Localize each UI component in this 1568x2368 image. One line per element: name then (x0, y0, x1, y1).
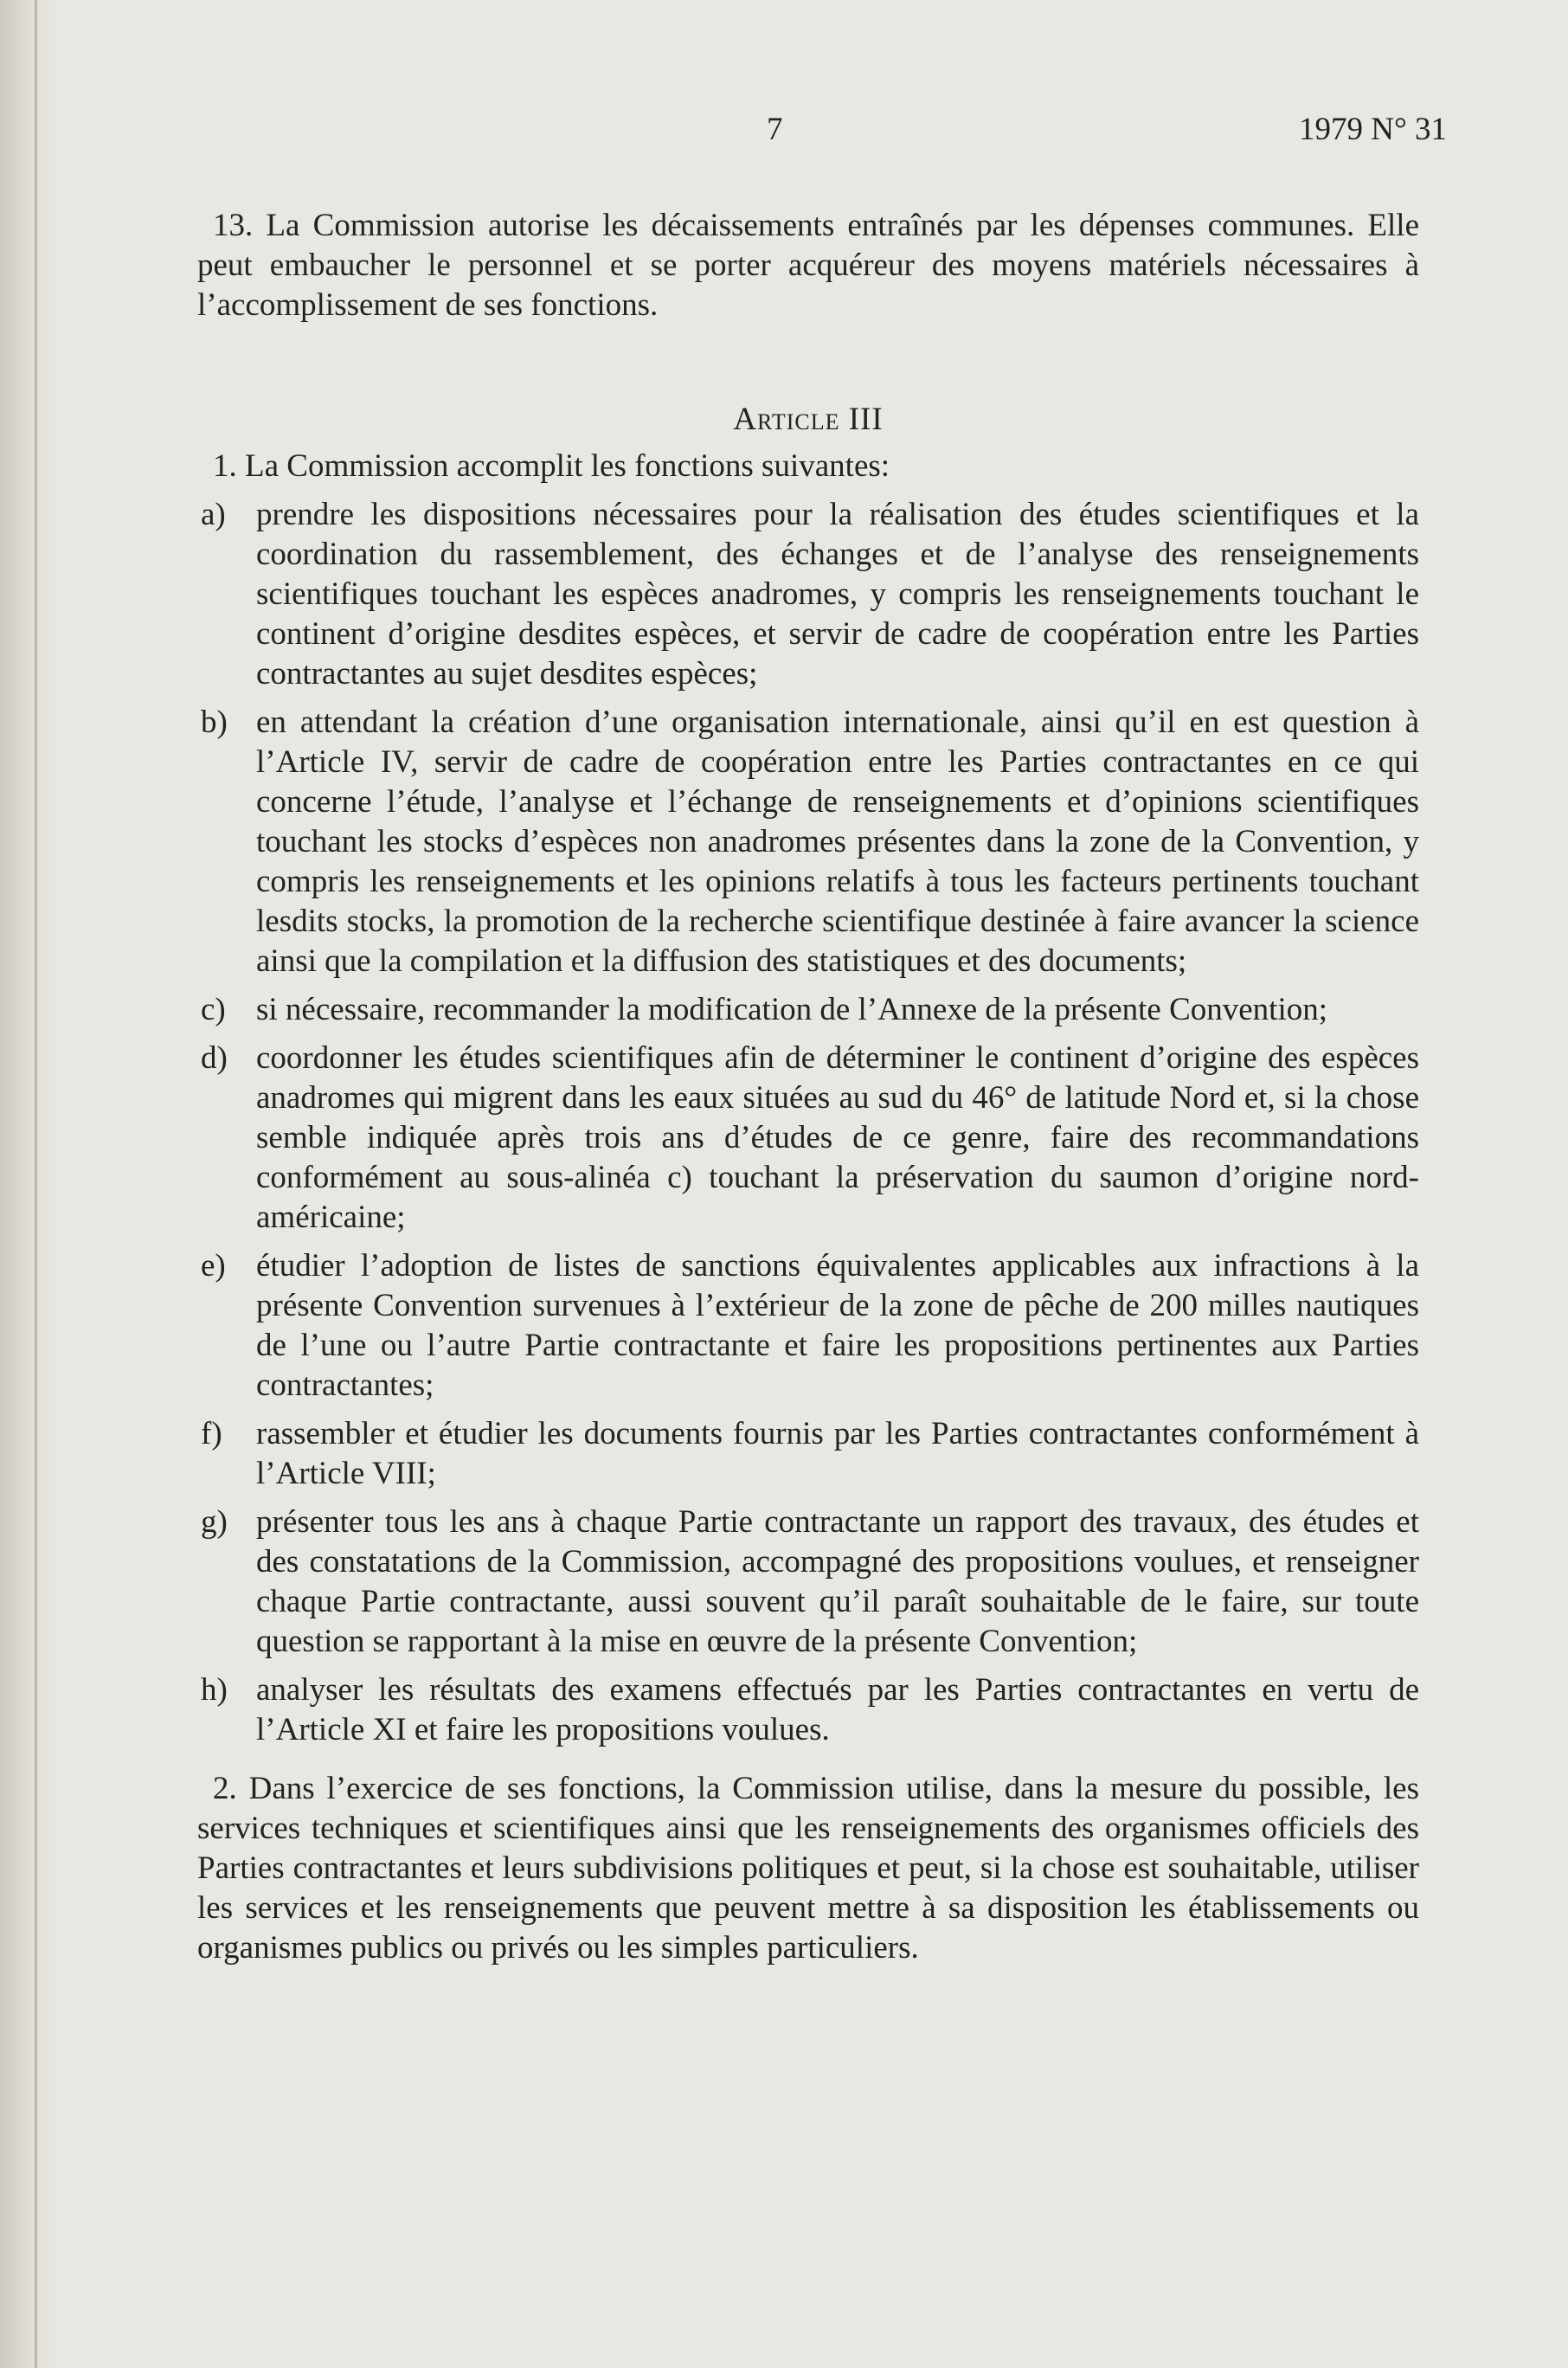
list-item-label: c) (201, 992, 226, 1027)
list-item-g (197, 1503, 1419, 1662)
list-item-h (197, 1670, 1419, 1750)
page-binding-shadow (0, 0, 61, 2368)
list-item-text: étudier l’adoption de listes de sanctions équivalentes applicables aux infractions à la présente Convention survenues à l’extérieur de la zone de pêche de 200 milles nautiques de l’une ou l’autre Partie contractante et faire les propositions pertinentes aux Parties contractantes; (256, 1248, 1419, 1403)
list-item-c (197, 990, 1419, 1030)
list-item-b (197, 703, 1419, 981)
list-item-label: h) (201, 1672, 228, 1708)
list-item-label: e) (201, 1248, 226, 1284)
list-item-text: analyser les résultats des examens effectués par les Parties contractantes en vertu de l’Article XI et faire les propositions voulues. (256, 1672, 1419, 1747)
list-item-label: a) (201, 497, 226, 532)
article-intro: 1. La Commission accomplit les fonctions suivantes: (213, 448, 890, 484)
page-header (0, 111, 1568, 163)
list-item-f (197, 1414, 1419, 1494)
list-item-text: si nécessaire, recommander la modification de l’Annexe de la présente Convention; (256, 992, 1328, 1027)
list-item-text: rassembler et étudier les documents fournis par les Parties contractantes conformément à l’Article VIII; (256, 1416, 1419, 1491)
list-item-text: présenter tous les ans à chaque Partie contractante un rapport des travaux, des études et des constatations de la Commission, accompagné des propositions voulues, et renseigner chaque Partie contractante, aussi souvent qu’il paraît souhaitable de le faire, sur toute question se rapportant à la mise en œuvre de la présente Convention; (256, 1504, 1419, 1659)
list-item-text: coordonner les études scientifiques afin de déterminer le continent d’origine des espèces anadromes qui migrent dans les eaux situées au sud du 46° de latitude Nord et, si la chose semble indiquée après trois ans d’études de ce genre, faire des recommandations conformément au sous-alinéa c) touchant la préservation du saumon d’origine nord-américaine; (256, 1040, 1419, 1235)
list-item-label: g) (201, 1504, 228, 1540)
list-item-label: d) (201, 1040, 228, 1076)
list-item-text: en attendant la création d’une organisation internationale, ainsi qu’il en est question à l’Article IV, servir de cadre de coopération entre les Parties contractantes en ce qui concerne l’étude, l’analyse et l’échange de renseignements et d’opinions scientifiques touchant les stocks d’espèces non anadromes présentes dans la zone de la Convention, y compris les renseignements et les opinions relatifs à tous les facteurs pertinents touchant lesdits stocks, la promotion de la recherche scientifique destinée à faire avancer la science ainsi que la compilation et la diffusion des statistiques et des documents; (256, 705, 1419, 979)
list-item-text: prendre les dispositions nécessaires pour la réalisation des études scientifiques et la coordination du rassemblement, des échanges et de l’analyse des renseignements scientifiques touchant les espèces anadromes, y compris les renseignements touchant le continent d’origine desdites espèces, et servir de cadre de coopération entre les Parties contractantes au sujet desdites espèces; (256, 497, 1419, 692)
journal-reference: 1979 N° 31 (1298, 112, 1447, 147)
page-number: 7 (767, 112, 783, 147)
paragraph-13: 13. La Commission autorise les décaissements entraînés par les dépenses communes. Elle peut embaucher le personnel et se porter acquéreur des moyens matériels nécessaires à l’accomplissement de ses fonctions. (197, 208, 1419, 323)
list-item-label: b) (201, 705, 228, 740)
page-binding-edge (35, 0, 37, 2368)
list-item-a (197, 495, 1419, 694)
list-item-label: f) (201, 1416, 222, 1451)
article-heading: Article III (733, 402, 884, 437)
paragraph-2: 2. Dans l’exercice de ses fonctions, la Commission utilise, dans la mesure du possible, les services techniques et scientifiques ainsi que les renseignements des organismes officiels des Parties contractantes et leurs subdivisions politiques et peut, si la chose est souhaitable, utiliser les services et les renseignements que peuvent mettre à sa disposition les établissements ou organismes publics ou privés ou les simples particuliers. (197, 1771, 1419, 1966)
list-item-e (197, 1246, 1419, 1406)
list-item-d (197, 1039, 1419, 1238)
document-body (197, 206, 1419, 1968)
